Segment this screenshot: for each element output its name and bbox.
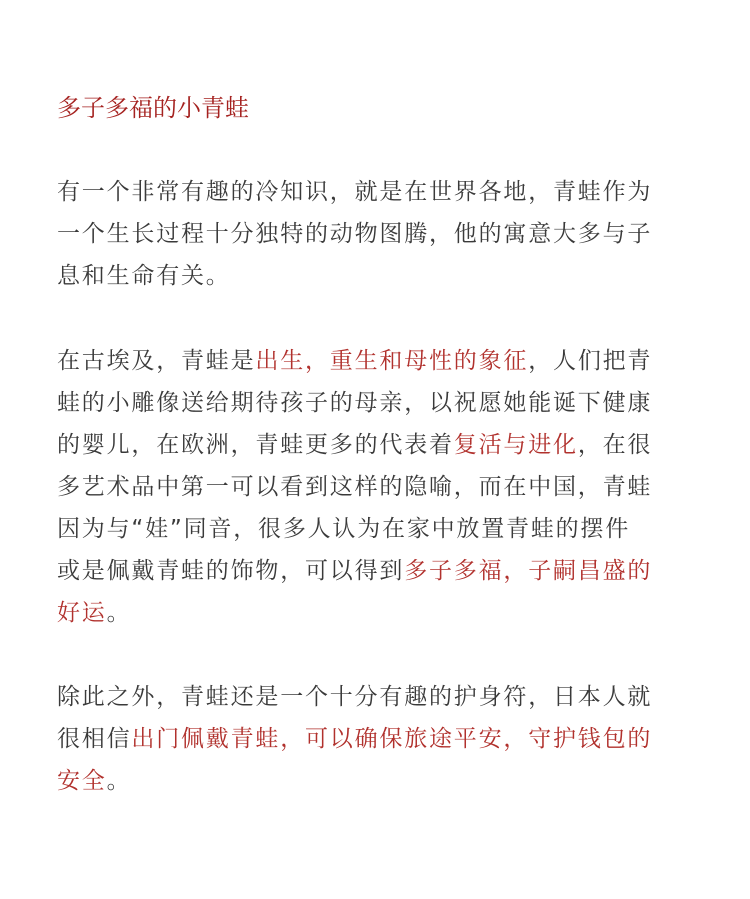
text-segment: ，人们把青 — [528, 348, 653, 374]
text-segment: 。 — [106, 768, 132, 794]
paragraph-symbolism — [57, 340, 707, 634]
highlight-text: 多子多福，子嗣昌盛的 — [404, 558, 653, 584]
text-line: 一个生长过程十分独特的动物图腾，他的寓意大多与子 — [57, 221, 653, 247]
text-segment: 很相信 — [57, 726, 132, 752]
text-segment: 。 — [106, 600, 132, 626]
text-line — [57, 760, 707, 802]
highlight-text: 出生，重生和母性的象征 — [255, 348, 529, 374]
highlight-text: 好运 — [57, 600, 107, 626]
highlight-text: 安全 — [57, 768, 107, 794]
text-segment: 的婴儿，在欧洲，青蛙更多的代表着 — [57, 432, 454, 458]
text-segment: ，在很 — [577, 432, 653, 458]
paragraph-amulet — [57, 676, 707, 802]
text-line: 有一个非常有趣的冷知识，就是在世界各地，青蛙作为 — [57, 179, 653, 205]
text-segment: 在古埃及，青蛙是 — [57, 348, 256, 374]
highlight-text: 复活与进化 — [453, 432, 578, 458]
text-line — [57, 718, 707, 760]
text-line — [57, 424, 707, 466]
highlight-text: 出门佩戴青蛙，可以确保旅途平安，守护钱包的 — [131, 726, 653, 752]
text-line — [57, 550, 707, 592]
text-line: 因为与“娃”同音，很多人认为在家中放置青蛙的摆件 — [57, 516, 631, 542]
text-line — [57, 340, 707, 382]
text-line — [57, 592, 707, 634]
paragraph-intro — [57, 171, 707, 297]
text-line: 息和生命有关。 — [57, 263, 231, 289]
text-segment: 或是佩戴青蛙的饰物，可以得到 — [57, 558, 405, 584]
text-line: 蛙的小雕像送给期待孩子的母亲，以祝愿她能诞下健康 — [57, 390, 653, 416]
article-title: 多子多福的小青蛙 — [57, 94, 249, 122]
text-line: 除此之外，青蛙还是一个十分有趣的护身符，日本人就 — [57, 684, 653, 710]
text-line: 多艺术品中第一可以看到这样的隐喻，而在中国，青蛙 — [57, 474, 653, 500]
